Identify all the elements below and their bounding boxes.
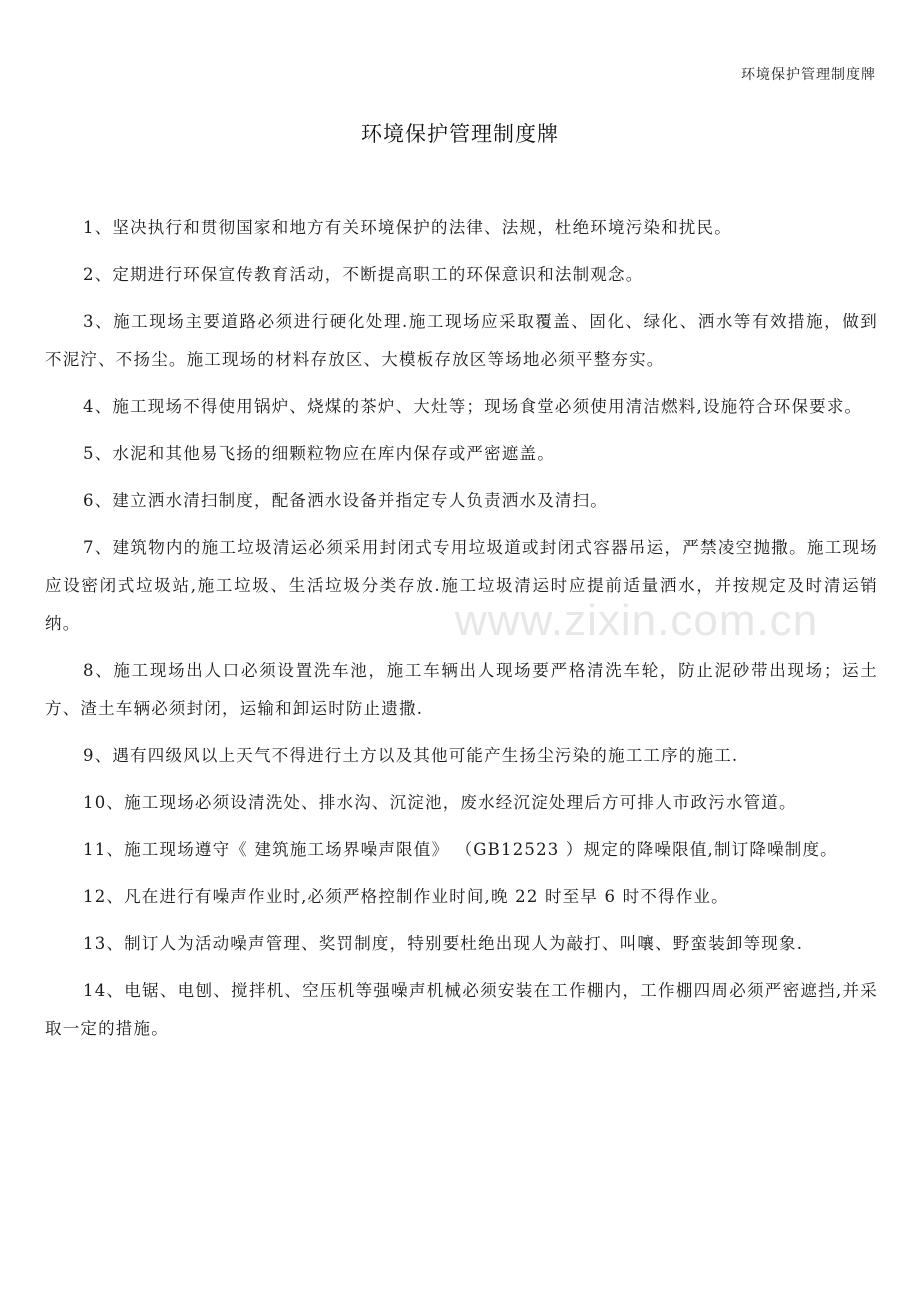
regulation-item: 4、施工现场不得使用锅炉、烧煤的茶炉、大灶等；现场食堂必须使用清洁燃料,设施符合环保要求。	[83, 397, 863, 416]
regulation-item: 8、施工现场出人口必须设置洗车池，施工车辆出人现场要严格清洗车轮，防止泥砂带出现场；运土方、渣土车辆必须封闭，运输和卸运时防止遗撒.	[45, 661, 878, 718]
regulation-item: 6、建立洒水清扫制度，配备洒水设备并指定专人负责洒水及清扫。	[83, 491, 608, 510]
regulation-item: 13、制订人为活动噪声管理、奖罚制度，特别要杜绝出现人为敲打、叫嚷、野蛮装卸等现象.	[83, 934, 804, 953]
running-header: 环境保护管理制度牌	[741, 67, 876, 83]
regulation-item: 14、电锯、电刨、搅拌机、空压机等强噪声机械必须安装在工作棚内，工作棚四周必须严密遮挡,并采取一定的措施。	[45, 981, 878, 1038]
regulation-item: 7、建筑物内的施工垃圾清运必须采用封闭式专用垃圾道或封闭式容器吊运，严禁凌空抛撒。施工现场应设密闭式垃圾站,施工垃圾、生活垃圾分类存放.施工垃圾清运时应提前适量洒水，并按规定及时清运销纳。	[45, 538, 878, 633]
regulation-item: 3、施工现场主要道路必须进行硬化处理.施工现场应采取覆盖、固化、绿化、洒水等有效措施，做到不泥泞、不扬尘。施工现场的材料存放区、大模板存放区等场地必须平整夯实。	[45, 312, 878, 369]
document-title: 环境保护管理制度牌	[361, 122, 559, 146]
regulation-item: 1、坚决执行和贯彻国家和地方有关环境保护的法律、法规，杜绝环境污染和扰民。	[83, 218, 732, 237]
regulation-item: 12、凡在进行有噪声作业时,必须严格控制作业时间,晚 22 时至早 6 时不得作业。	[83, 887, 729, 906]
regulation-item: 2、定期进行环保宣传教育活动，不断提高职工的环保意识和法制观念。	[83, 265, 644, 284]
regulation-item: 10、施工现场必须设清洗处、排水沟、沉淀池，废水经沉淀处理后方可排人市政污水管道。	[83, 793, 797, 812]
regulation-item: 9、遇有四级风以上天气不得进行土方以及其他可能产生扬尘污染的施工工序的施工.	[83, 746, 739, 765]
watermark: www.zixin.com.cn	[455, 596, 819, 645]
regulation-item: 11、施工现场遵守《 建筑施工场界噪声限值》 （GB12523 ）规定的降噪限值,制订降噪制度。	[83, 840, 838, 859]
regulation-item: 5、水泥和其他易飞扬的细颗粒物应在库内保存或严密遮盖。	[83, 444, 555, 463]
document-body	[45, 209, 878, 1057]
